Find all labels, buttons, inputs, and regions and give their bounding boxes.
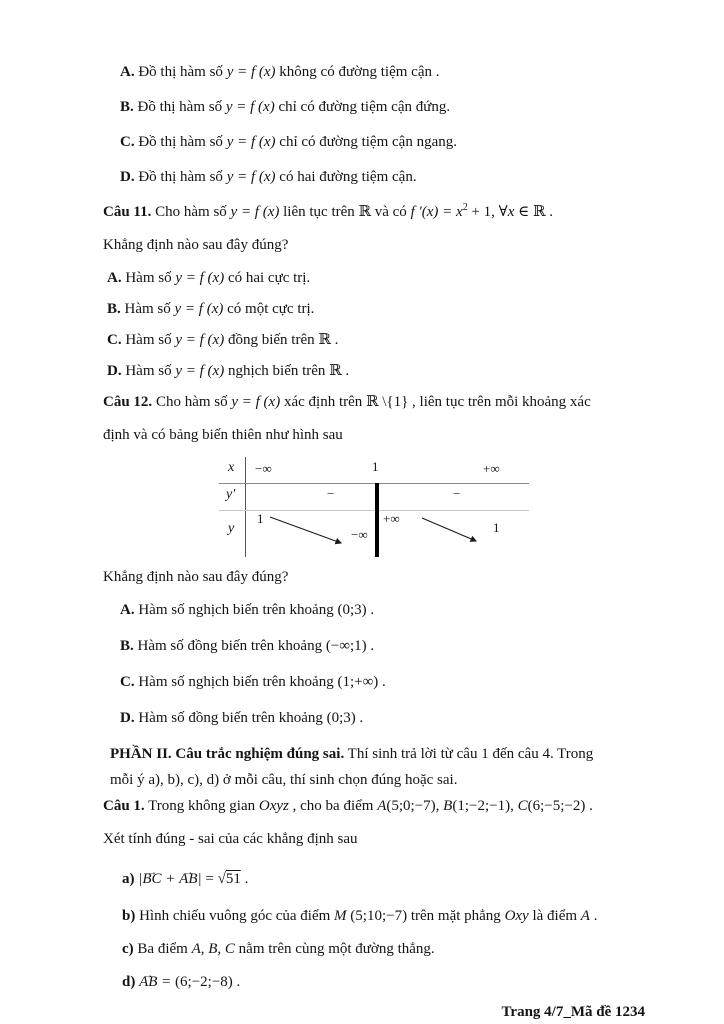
q12-option-b (120, 635, 651, 657)
text-segment: là điểm (528, 908, 581, 924)
text-segment: Trong không gian (144, 798, 259, 814)
p2q1-stem (103, 795, 651, 817)
text-segment: Hàm số (121, 363, 176, 379)
text-segment: Hàm số (121, 332, 176, 348)
text-segment: d) (122, 974, 136, 990)
vector-segment: → AB (179, 868, 197, 890)
text-segment: + 1, ∀ (467, 204, 508, 220)
q11-prompt (103, 234, 651, 256)
text-segment: (5;0;−7), (386, 798, 444, 814)
text-segment: B. (107, 301, 121, 317)
q10-option-c (120, 131, 651, 153)
text-segment: B. (120, 638, 134, 654)
text-segment: y = f (x) (225, 99, 275, 115)
text-segment: chỉ có đường tiệm cận ngang. (275, 134, 457, 150)
text-segment: Hàm số (121, 270, 176, 286)
q12-option-a (120, 599, 651, 621)
document-lines-top (103, 61, 651, 446)
q11-stem (103, 201, 651, 223)
text-segment: Câu 11. (103, 204, 152, 220)
text-segment: y = f (x) (226, 134, 276, 150)
q12-option-d (120, 707, 651, 729)
text-segment: A. (107, 270, 122, 286)
text-segment: D. (107, 363, 122, 379)
text-segment: , cho ba điểm (288, 798, 378, 814)
text-segment: B. (120, 99, 134, 115)
text-segment: D. (120, 710, 135, 726)
text-segment: c) (122, 941, 134, 957)
text-segment: định và có bảng biến thiên như hình sau (103, 427, 343, 443)
decreasing-arrow-right (422, 518, 476, 541)
text-segment: D. (120, 169, 135, 185)
text-segment: f ′(x) = x (410, 204, 463, 220)
text-segment: Oxy (504, 908, 529, 924)
text-segment: Câu 12. (103, 394, 153, 410)
part2-header-line2 (110, 769, 651, 791)
y-prime-sign-left: − (327, 486, 335, 501)
text-segment: nghịch biến trên ℝ . (224, 363, 350, 379)
text-segment: Đồ thị hàm số (134, 169, 227, 185)
text-segment: có một cực trị. (223, 301, 315, 317)
q12-prompt (103, 566, 651, 588)
text-segment: = √ (201, 871, 226, 887)
text-segment: A. (120, 602, 135, 618)
text-segment: 51 (225, 871, 241, 887)
text-segment: y = f (x) (175, 332, 225, 348)
text-segment: (5;10;−7) trên mặt phẳng (346, 908, 505, 924)
text-segment: y = f (x) (226, 169, 276, 185)
q11-option-d (107, 360, 651, 382)
row-label-y-prime: y′ (226, 487, 236, 502)
page-content (103, 61, 651, 1021)
text-segment: nằm trên cùng một đường thẳng. (234, 941, 435, 957)
text-segment: mỗi ý a), b), c), d) ở mỗi câu, thí sinh chọn đúng hoặc sai. (110, 772, 458, 788)
text-segment: (6;−2;−8) . (175, 974, 241, 990)
text-segment: Hàm số đồng biến trên khoảng (−∞;1) . (133, 638, 375, 654)
text-segment: Oxyz (258, 798, 289, 814)
document-lines-bottom (103, 566, 651, 993)
text-segment: y = f (x) (175, 363, 225, 379)
x-value-neg-inf: −∞ (255, 461, 272, 476)
text-segment: A, B, C (191, 941, 235, 957)
text-segment: . (589, 908, 598, 924)
text-segment: = (157, 974, 176, 990)
q10-option-b (120, 96, 651, 118)
text-segment: 2 (462, 202, 468, 213)
text-segment: y = f (x) (231, 394, 281, 410)
text-segment: có hai đường tiệm cận. (275, 169, 417, 185)
y-prime-sign-right: − (453, 486, 461, 501)
text-segment: Hàm số nghịch biến trên khoảng (0;3) . (134, 602, 375, 618)
q12-stem-line2 (103, 424, 651, 446)
text-segment: Hàm số đồng biến trên khoảng (0;3) . (134, 710, 364, 726)
text-segment: Ba điểm (133, 941, 192, 957)
text-segment: ∈ ℝ . (514, 204, 553, 220)
text-segment: y = f (x) (230, 204, 280, 220)
text-segment: x (507, 204, 515, 220)
text-segment: Câu 1. (103, 798, 145, 814)
text-segment: C. (107, 332, 122, 348)
text-segment: Hàm số (120, 301, 175, 317)
row-label-x: x (228, 460, 235, 475)
p2q1-item-a (122, 861, 651, 890)
text-segment: B (443, 798, 453, 814)
text-segment: có hai cực trị. (224, 270, 311, 286)
q11-option-a (107, 267, 651, 289)
x-value-one: 1 (372, 459, 379, 474)
text-segment: Đồ thị hàm số (134, 64, 227, 80)
text-segment: Khẳng định nào sau đây đúng? (103, 237, 289, 253)
p2q1-item-c (122, 938, 651, 960)
text-segment: A. (120, 64, 135, 80)
trend-arrows (215, 457, 531, 557)
text-segment: Đồ thị hàm số (133, 99, 226, 115)
text-segment: Khẳng định nào sau đây đúng? (103, 569, 289, 585)
text-segment: + (161, 871, 180, 887)
text-segment: C (517, 798, 528, 814)
y-limit-right-start: +∞ (383, 511, 400, 526)
text-segment: không có đường tiệm cận . (275, 64, 440, 80)
text-segment: y = f (x) (175, 270, 225, 286)
row-label-y: y (228, 521, 235, 536)
p2q1-item-b (122, 905, 651, 927)
q12-stem-line1 (103, 391, 651, 413)
text-segment: Thí sinh trả lời từ câu 1 đến câu 4. Trong (344, 746, 594, 762)
p2q1-prompt (103, 828, 651, 850)
y-limit-left-start: 1 (257, 511, 264, 526)
text-segment: liên tục trên ℝ và có (279, 204, 411, 220)
text-segment: xác định trên ℝ \{1} , liên tục trên mỗi khoảng xác (280, 394, 591, 410)
text-segment: Hình chiếu vuông góc của điểm (135, 908, 335, 924)
text-segment: y = f (x) (226, 64, 276, 80)
text-segment: đồng biến trên ℝ . (224, 332, 339, 348)
y-limit-right-end: 1 (493, 520, 500, 535)
text-segment: A (377, 798, 387, 814)
text-segment: | (138, 871, 143, 887)
y-limit-left-end: −∞ (351, 527, 368, 542)
text-segment: a) (122, 871, 135, 887)
text-segment: | (197, 871, 202, 887)
text-segment: A (580, 908, 590, 924)
text-segment: PHẦN II. Câu trắc nghiệm đúng sai. (110, 746, 345, 762)
vector-segment: → BC (142, 868, 161, 890)
text-segment: b) (122, 908, 136, 924)
q10-option-a (120, 61, 651, 83)
q10-option-d (120, 166, 651, 188)
text-segment: Hàm số nghịch biến trên khoảng (1;+∞) . (134, 674, 386, 690)
x-value-pos-inf: +∞ (483, 461, 500, 476)
text-segment: Cho hàm số (152, 394, 232, 410)
text-segment: chỉ có đường tiệm cận đứng. (274, 99, 451, 115)
q11-option-c (107, 329, 651, 351)
text-segment: Xét tính đúng - sai của các khẳng định sau (103, 831, 358, 847)
text-segment: Đồ thị hàm số (134, 134, 227, 150)
decreasing-arrow-left (270, 517, 341, 543)
q12-option-c (120, 671, 651, 693)
variation-table (215, 457, 531, 557)
text-segment: C. (120, 134, 135, 150)
text-segment: . (240, 871, 249, 887)
p2q1-item-d (122, 971, 651, 993)
text-segment: M (334, 908, 347, 924)
text-segment: (6;−5;−2) . (527, 798, 593, 814)
page-footer: Trang 4/7_Mã đề 1234 (501, 1004, 645, 1020)
vector-segment: → AB (139, 971, 157, 993)
text-segment: Cho hàm số (151, 204, 231, 220)
text-segment: C. (120, 674, 135, 690)
part2-header-line1 (110, 743, 651, 765)
text-segment: (1;−2;−1), (452, 798, 518, 814)
text-segment: y = f (x) (174, 301, 224, 317)
q11-option-b (107, 298, 651, 320)
